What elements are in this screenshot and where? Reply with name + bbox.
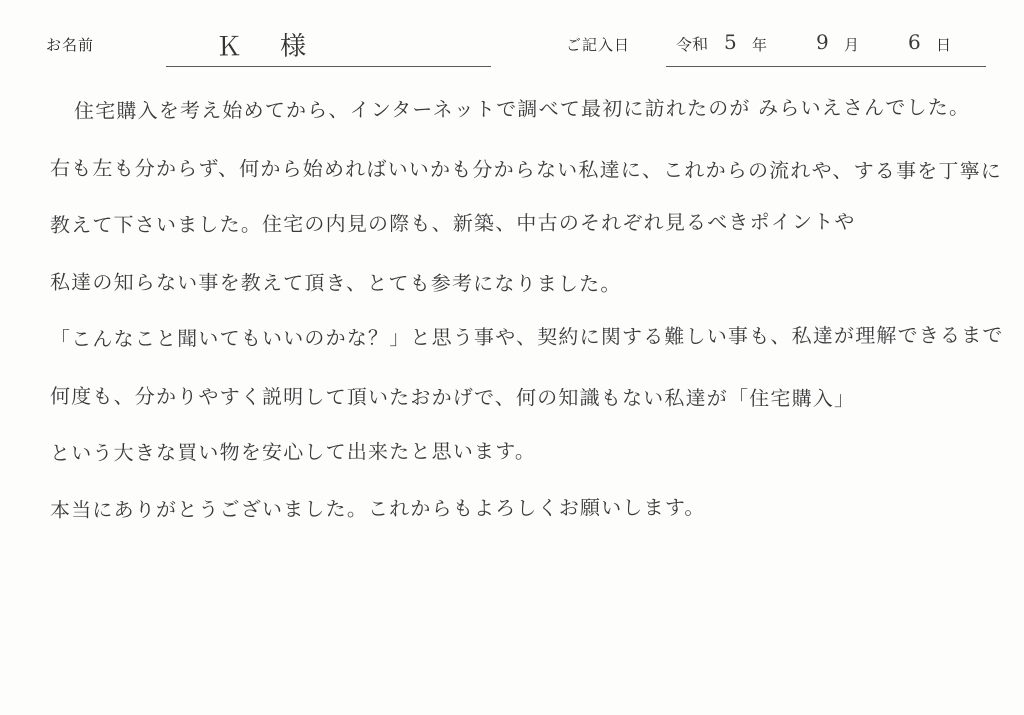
date-field-label: ご記入日 xyxy=(566,36,631,54)
form-header xyxy=(46,26,986,68)
paragraph-2 xyxy=(49,322,1004,465)
handwritten-body xyxy=(49,94,1004,556)
date-field xyxy=(566,26,986,68)
date-year-value: 5 xyxy=(724,30,737,54)
date-month-unit: 月 xyxy=(844,36,860,54)
date-month-value: 9 xyxy=(816,30,829,54)
date-field-underline xyxy=(666,66,986,67)
body-line: 本当にありがとうございました。これからもよろしくお願いします。 xyxy=(49,495,706,522)
date-day-value: 6 xyxy=(908,30,921,54)
date-day-unit: 日 xyxy=(936,36,952,54)
name-field-underline xyxy=(166,66,491,67)
date-era-value: 令和 xyxy=(675,34,709,55)
body-line: という大きな買い物を安心して出来たと思います。 xyxy=(49,438,537,465)
body-line: 「こんなこと聞いてもいいのかな？」と思う事や、契約に関する難しい事も、私達が理解できるまで xyxy=(49,322,1004,351)
body-line: 住宅購入を考え始めてから、インターネットで調べて最初に訪れたのが みらいえさんでした。 xyxy=(73,94,971,123)
body-line: 右も左も分からず、何から始めればいいかも分からない私達に、これからの流れや、する事を丁寧に xyxy=(49,156,1003,183)
name-field-label: お名前 xyxy=(46,36,95,54)
body-line: 私達の知らない事を教えて頂き、とても参考になりました。 xyxy=(49,270,622,296)
paragraph-1 xyxy=(49,94,1003,296)
paragraph-3 xyxy=(49,495,984,522)
body-line: 何度も、分かりやすく説明して頂いたおかげで、何の知識もない私達が「住宅購入」 xyxy=(49,384,856,411)
date-year-unit: 年 xyxy=(752,36,768,54)
name-field-value: Ｋ 様 xyxy=(215,31,313,63)
body-line: 教えて下さいました。住宅の内見の際も、新築、中古のそれぞれ見るべきポイントや xyxy=(49,209,856,237)
